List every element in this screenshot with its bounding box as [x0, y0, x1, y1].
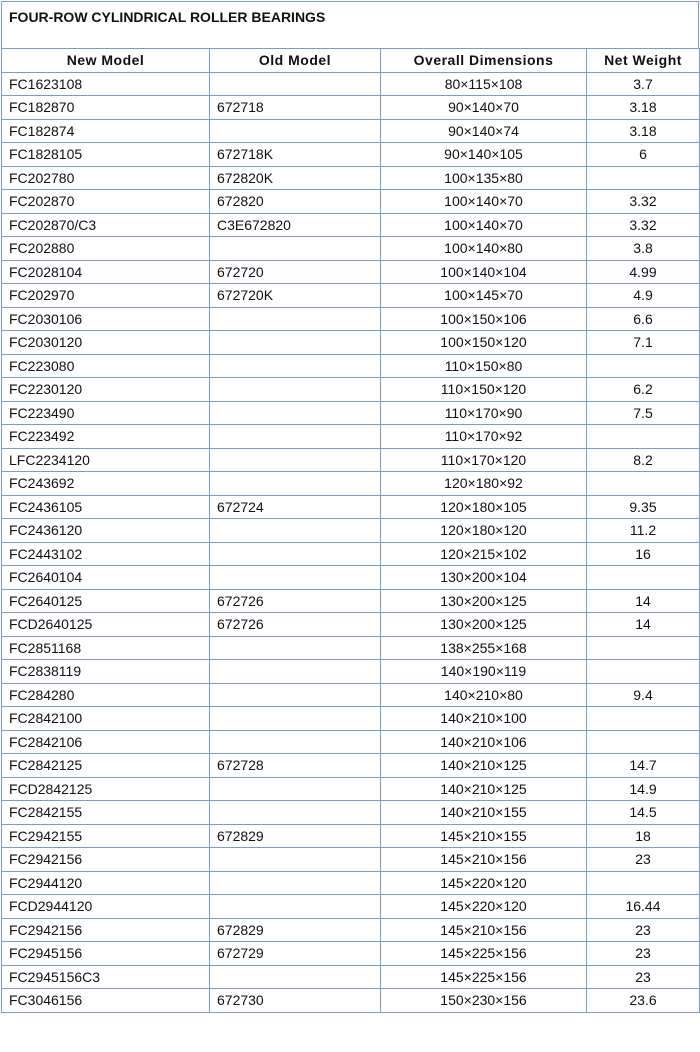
cell-new-model: FC202870 [2, 190, 210, 214]
table-row [2, 730, 700, 754]
table-row [2, 119, 700, 143]
cell-overall-dimensions: 110×150×80 [381, 354, 587, 378]
table-row [2, 613, 700, 637]
table-title: FOUR-ROW CYLINDRICAL ROLLER BEARINGS [1, 1, 699, 48]
cell-old-model: 672724 [210, 495, 381, 519]
cell-net-weight: 23 [587, 918, 700, 942]
bearing-table [1, 48, 700, 1013]
cell-new-model: FC2842100 [2, 707, 210, 731]
cell-overall-dimensions: 145×220×120 [381, 895, 587, 919]
cell-new-model: FC2842125 [2, 754, 210, 778]
cell-net-weight [587, 166, 700, 190]
cell-net-weight: 3.8 [587, 237, 700, 261]
cell-new-model: FC1828105 [2, 143, 210, 167]
table-row [2, 895, 700, 919]
cell-new-model: FC202880 [2, 237, 210, 261]
table-body [2, 72, 700, 1012]
table-row [2, 918, 700, 942]
cell-old-model: 672718K [210, 143, 381, 167]
table-row [2, 166, 700, 190]
cell-new-model: FC2944120 [2, 871, 210, 895]
table-row [2, 848, 700, 872]
header-new-model: New Model [2, 49, 210, 73]
cell-net-weight: 14 [587, 613, 700, 637]
cell-net-weight: 23 [587, 848, 700, 872]
cell-old-model [210, 448, 381, 472]
header-old-model: Old Model [210, 49, 381, 73]
cell-net-weight [587, 425, 700, 449]
cell-old-model [210, 331, 381, 355]
cell-new-model: FC202970 [2, 284, 210, 308]
cell-net-weight: 3.7 [587, 72, 700, 96]
cell-overall-dimensions: 90×140×70 [381, 96, 587, 120]
cell-net-weight [587, 660, 700, 684]
cell-old-model [210, 119, 381, 143]
table-row [2, 472, 700, 496]
table-row [2, 237, 700, 261]
cell-net-weight: 3.32 [587, 213, 700, 237]
cell-old-model [210, 965, 381, 989]
cell-old-model [210, 378, 381, 402]
cell-new-model: FC182874 [2, 119, 210, 143]
cell-old-model [210, 519, 381, 543]
header-overall-dimensions: Overall Dimensions [381, 49, 587, 73]
cell-new-model: FC223080 [2, 354, 210, 378]
cell-overall-dimensions: 100×150×120 [381, 331, 587, 355]
cell-new-model: FC1623108 [2, 72, 210, 96]
cell-net-weight: 16.44 [587, 895, 700, 919]
cell-new-model: FC2838119 [2, 660, 210, 684]
cell-overall-dimensions: 100×140×70 [381, 213, 587, 237]
cell-new-model: FC2945156 [2, 942, 210, 966]
header-net-weight: Net Weight [587, 49, 700, 73]
cell-new-model: FC2436120 [2, 519, 210, 543]
cell-overall-dimensions: 145×225×156 [381, 942, 587, 966]
cell-new-model: FCD2842125 [2, 777, 210, 801]
table-row [2, 683, 700, 707]
cell-net-weight [587, 707, 700, 731]
cell-new-model: FC182870 [2, 96, 210, 120]
cell-net-weight [587, 871, 700, 895]
cell-old-model: 672820K [210, 166, 381, 190]
cell-net-weight: 4.99 [587, 260, 700, 284]
cell-overall-dimensions: 130×200×104 [381, 566, 587, 590]
cell-overall-dimensions: 120×180×120 [381, 519, 587, 543]
cell-overall-dimensions: 145×225×156 [381, 965, 587, 989]
cell-net-weight: 18 [587, 824, 700, 848]
header-row [2, 49, 700, 73]
cell-new-model: FC2842106 [2, 730, 210, 754]
cell-old-model [210, 472, 381, 496]
cell-old-model [210, 871, 381, 895]
cell-old-model [210, 354, 381, 378]
table-row [2, 754, 700, 778]
table-row [2, 72, 700, 96]
cell-new-model: FC2443102 [2, 542, 210, 566]
table-row [2, 801, 700, 825]
cell-new-model: FC2942155 [2, 824, 210, 848]
cell-overall-dimensions: 140×210×125 [381, 777, 587, 801]
cell-old-model [210, 801, 381, 825]
cell-old-model [210, 566, 381, 590]
table-row [2, 284, 700, 308]
cell-new-model: FC202780 [2, 166, 210, 190]
table-row [2, 989, 700, 1013]
cell-old-model: 672829 [210, 918, 381, 942]
cell-new-model: FC2942156 [2, 918, 210, 942]
table-row [2, 589, 700, 613]
cell-overall-dimensions: 100×145×70 [381, 284, 587, 308]
cell-new-model: FC202870/C3 [2, 213, 210, 237]
table-row [2, 566, 700, 590]
table-row [2, 965, 700, 989]
cell-overall-dimensions: 80×115×108 [381, 72, 587, 96]
cell-old-model [210, 307, 381, 331]
cell-new-model: LFC2234120 [2, 448, 210, 472]
cell-overall-dimensions: 90×140×105 [381, 143, 587, 167]
cell-net-weight: 14.5 [587, 801, 700, 825]
table-row [2, 307, 700, 331]
cell-new-model: FCD2640125 [2, 613, 210, 637]
cell-old-model [210, 401, 381, 425]
table-row [2, 542, 700, 566]
cell-new-model: FC223492 [2, 425, 210, 449]
cell-new-model: FC2030120 [2, 331, 210, 355]
table-row [2, 425, 700, 449]
cell-overall-dimensions: 145×210×156 [381, 848, 587, 872]
table-row [2, 354, 700, 378]
cell-overall-dimensions: 130×200×125 [381, 613, 587, 637]
cell-old-model: 672720K [210, 284, 381, 308]
table-row [2, 331, 700, 355]
cell-net-weight: 14.7 [587, 754, 700, 778]
cell-new-model: FC2851168 [2, 636, 210, 660]
cell-old-model [210, 777, 381, 801]
cell-old-model [210, 542, 381, 566]
cell-old-model: 672820 [210, 190, 381, 214]
cell-overall-dimensions: 150×230×156 [381, 989, 587, 1013]
cell-overall-dimensions: 140×210×80 [381, 683, 587, 707]
cell-overall-dimensions: 138×255×168 [381, 636, 587, 660]
cell-overall-dimensions: 100×150×106 [381, 307, 587, 331]
cell-net-weight: 9.4 [587, 683, 700, 707]
cell-new-model: FC2030106 [2, 307, 210, 331]
cell-old-model [210, 660, 381, 684]
table-row [2, 260, 700, 284]
cell-old-model [210, 707, 381, 731]
cell-new-model: FC2028104 [2, 260, 210, 284]
cell-old-model: 672718 [210, 96, 381, 120]
cell-net-weight [587, 566, 700, 590]
cell-net-weight [587, 730, 700, 754]
cell-new-model: FC2640125 [2, 589, 210, 613]
cell-net-weight: 3.18 [587, 96, 700, 120]
cell-old-model: 672720 [210, 260, 381, 284]
table-row [2, 401, 700, 425]
table-row [2, 660, 700, 684]
cell-overall-dimensions: 130×200×125 [381, 589, 587, 613]
cell-old-model [210, 425, 381, 449]
cell-overall-dimensions: 145×210×155 [381, 824, 587, 848]
cell-new-model: FC2436105 [2, 495, 210, 519]
cell-overall-dimensions: 110×150×120 [381, 378, 587, 402]
cell-net-weight: 23.6 [587, 989, 700, 1013]
cell-overall-dimensions: 120×180×105 [381, 495, 587, 519]
cell-old-model [210, 730, 381, 754]
cell-net-weight: 6.6 [587, 307, 700, 331]
cell-net-weight: 6.2 [587, 378, 700, 402]
cell-new-model: FC223490 [2, 401, 210, 425]
cell-overall-dimensions: 90×140×74 [381, 119, 587, 143]
cell-overall-dimensions: 110×170×90 [381, 401, 587, 425]
table-row [2, 707, 700, 731]
cell-net-weight: 14 [587, 589, 700, 613]
table-row [2, 190, 700, 214]
cell-overall-dimensions: 100×135×80 [381, 166, 587, 190]
cell-old-model: 672726 [210, 589, 381, 613]
cell-new-model: FC284280 [2, 683, 210, 707]
cell-net-weight: 7.5 [587, 401, 700, 425]
cell-net-weight [587, 472, 700, 496]
cell-net-weight [587, 636, 700, 660]
cell-old-model: 672730 [210, 989, 381, 1013]
cell-old-model [210, 895, 381, 919]
cell-new-model: FC2842155 [2, 801, 210, 825]
cell-new-model: FC2945156C3 [2, 965, 210, 989]
cell-old-model [210, 848, 381, 872]
cell-net-weight: 4.9 [587, 284, 700, 308]
table-row [2, 96, 700, 120]
cell-new-model: FC243692 [2, 472, 210, 496]
cell-overall-dimensions: 140×210×155 [381, 801, 587, 825]
table-row [2, 495, 700, 519]
table-row [2, 213, 700, 237]
cell-new-model: FC2230120 [2, 378, 210, 402]
table-row [2, 942, 700, 966]
cell-overall-dimensions: 140×210×106 [381, 730, 587, 754]
cell-old-model: 672726 [210, 613, 381, 637]
cell-overall-dimensions: 120×180×92 [381, 472, 587, 496]
cell-overall-dimensions: 100×140×70 [381, 190, 587, 214]
cell-old-model: C3E672820 [210, 213, 381, 237]
cell-net-weight: 3.18 [587, 119, 700, 143]
cell-overall-dimensions: 110×170×120 [381, 448, 587, 472]
cell-net-weight: 3.32 [587, 190, 700, 214]
cell-old-model [210, 636, 381, 660]
cell-net-weight [587, 354, 700, 378]
cell-net-weight: 23 [587, 965, 700, 989]
cell-old-model [210, 683, 381, 707]
cell-net-weight: 6 [587, 143, 700, 167]
cell-net-weight: 7.1 [587, 331, 700, 355]
cell-net-weight: 8.2 [587, 448, 700, 472]
cell-old-model: 672729 [210, 942, 381, 966]
cell-new-model: FC3046156 [2, 989, 210, 1013]
table-row [2, 871, 700, 895]
bearing-spec-sheet [1, 1, 699, 1013]
table-row [2, 143, 700, 167]
cell-new-model: FCD2944120 [2, 895, 210, 919]
cell-old-model: 672829 [210, 824, 381, 848]
cell-net-weight: 23 [587, 942, 700, 966]
table-row [2, 824, 700, 848]
cell-overall-dimensions: 120×215×102 [381, 542, 587, 566]
cell-net-weight: 14.9 [587, 777, 700, 801]
cell-new-model: FC2942156 [2, 848, 210, 872]
cell-overall-dimensions: 110×170×92 [381, 425, 587, 449]
table-row [2, 519, 700, 543]
table-row [2, 448, 700, 472]
cell-net-weight: 11.2 [587, 519, 700, 543]
cell-net-weight: 16 [587, 542, 700, 566]
cell-new-model: FC2640104 [2, 566, 210, 590]
cell-overall-dimensions: 145×220×120 [381, 871, 587, 895]
cell-old-model: 672728 [210, 754, 381, 778]
cell-overall-dimensions: 140×210×100 [381, 707, 587, 731]
cell-overall-dimensions: 100×140×104 [381, 260, 587, 284]
table-row [2, 636, 700, 660]
cell-overall-dimensions: 140×190×119 [381, 660, 587, 684]
cell-old-model [210, 237, 381, 261]
cell-overall-dimensions: 145×210×156 [381, 918, 587, 942]
table-row [2, 378, 700, 402]
cell-old-model [210, 72, 381, 96]
cell-overall-dimensions: 140×210×125 [381, 754, 587, 778]
cell-net-weight: 9.35 [587, 495, 700, 519]
table-row [2, 777, 700, 801]
cell-overall-dimensions: 100×140×80 [381, 237, 587, 261]
